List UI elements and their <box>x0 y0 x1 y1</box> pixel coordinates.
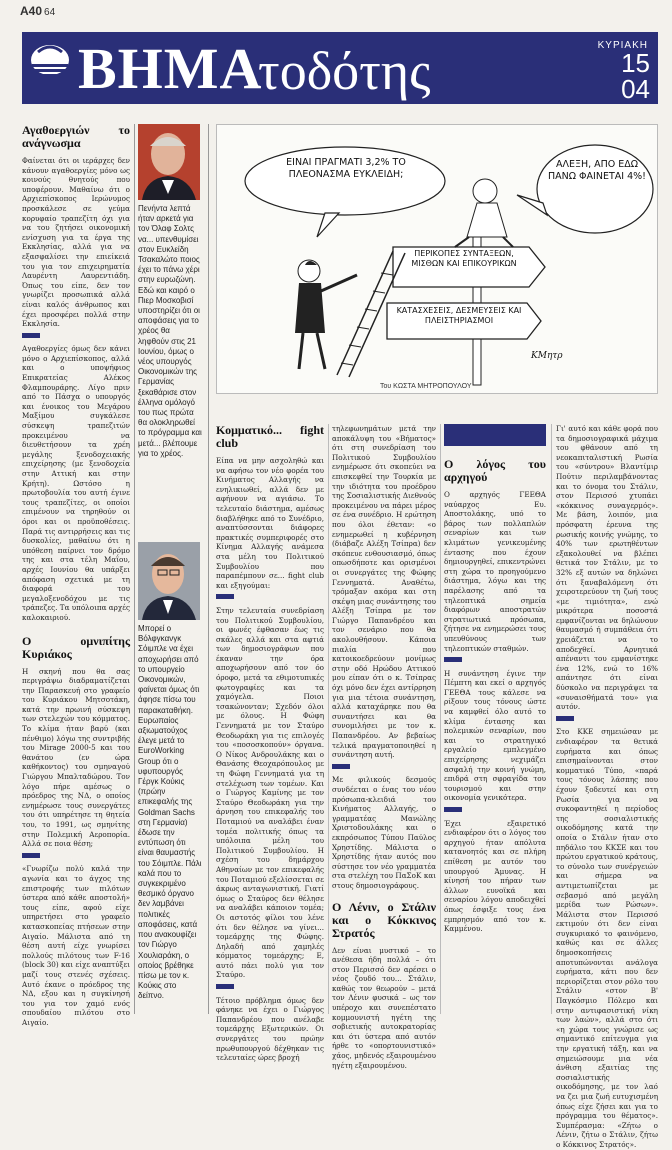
column-divider <box>440 424 441 1014</box>
headline-fight-club: Κομματικό... fight club <box>216 423 324 450</box>
cartoon-bubble-2 <box>547 159 647 223</box>
masthead-title-sub: τοδότης <box>258 41 431 101</box>
col3-paragraph-3: Τέτοιο πρόβλημα όμως δεν φάνηκε να έχει ο Γιώργος Παπανδρέου που ανέλαβε τομεάρχης Εξωτερικών. Οι συνεργάτες του πρώην πρωθυπουργού δέχθηκαν τις τελευταίες ώρες βροχή <box>216 995 324 1063</box>
section-marker <box>556 716 574 721</box>
col1-paragraph-2: Αγαθοεργίες όμως δεν κάνει μόνο ο Αρχιεπίσκοπος, αλλά και ο υποψήφιος Επικρατείας Αλέκος Φλαμπουράρης. Λίγο πριν από το Πάσχα ο υπουργός και ένοικος του Μεγάρου Μαξίμου συγκάλεσε σύσκεψη τραπεζιτών προκειμένου να διευθετήσουν τα χρέη μεγάλης ξενοδοχειακής επιχείρησης (με ξενοδοχεία στην Αττική και στην Κρήτη). Ωστόσο η πρωτοβουλία του αυτή έγινε τους τραπεζίτες, οι οποίοι επιμένουν να τηρηθούν οι όροι και οι προϋποθέσεις. Παρά τις αντιρρήσεις και τις δυσκολίες, μαθαίνω ότι η υπόθεση παίρνει τον δρόμο της και στα τέλη Μαΐου, αρχές Ιουνίου θα υπάρξει απόφαση σχετικά με τη διαφορά του μεγαλοξενοδόχου με τις τράπεζες. Τα υπόλοιπα αρχές καλοκαιριού. <box>22 344 130 622</box>
masthead-date <box>621 48 650 104</box>
headline-lenin-stalin: Ο Λένιν, ο Στάλιν και ο Κόκκινος Στρατός <box>332 899 436 940</box>
section-marker <box>216 594 234 599</box>
masthead-logo <box>28 40 72 96</box>
cartoon-signature <box>531 351 591 365</box>
column-3 <box>216 423 324 1063</box>
headline-logos-arxigou: Ο λόγος του αρχηγού <box>444 457 546 484</box>
column-6 <box>556 424 658 1149</box>
masthead-day: ΚΥΡΙΑΚΗ <box>597 40 648 51</box>
section-marker <box>22 853 40 858</box>
column-5 <box>444 458 546 1014</box>
col6-paragraph-1: Γι' αυτό και κάθε φορά που τα δημοσιογραφικά μάχιμα του φθάνουν από τη νεοκαπιταλιστική Ρωσία του «σύντρου» Βλαντίμιρ Πούτιν περιλαμβάνοντας και το όνομα του Στάλιν, στον Περισσό χτυπάει «κόκκινος συναγερμός». Με βάση, λοιπόν, μια πρόσφατη έρευνα της ρωσικής κοινής γνώμης, το 40% των ερωτηθέντων εξακολουθεί να βλέπει θετικά τον Στάλιν, με το 32% εξ αυτών να δηλώνει ότι ξαναβαλόμενη ότι χειροτερεύουν τη ζωή τους «με τιμιότητα», ενώ μικρότερα ποσοστά εμφανίζονται να δηλώνουν θαυμασμό ή συμπάθεια ότι χρειάζεται να το αποδεχθεί. Αρνητικά απέναντι του εμφανίστηκε ένα 12%, ενώ το 16% απάντησε ότι είναι δύσκολο να περιγράψει τα «συναισθήματά του» για αυτόν. <box>556 424 658 712</box>
col4-paragraph-3: Δεν είναι μυστικό – το ανέθεσα ήδη πολλά – ότι στον Περισσό δεν αρέσει ο νέος ζουδό του... Στάλιν, καθώς τον θεωρούν – μετά τον Λένιν φυσικά – ως τον υπέροχο και συνεπέστατο κομμουνιστή ηγέτη της σοβιετικής αυτοκρατορίας και ότι ύστερα από αυτόν ήρθε το «οπορτουνιστικό» χάος, μηδενός εξαιρουμένου ηγέτη εξαιρουμένου. <box>332 945 436 1070</box>
col6-paragraph-2: Στο ΚΚΕ σημειώσαν με ενδιαφέρον τα θετικά ευρήματα και όπως επισημαίνονται στον κομματικό Τύπο, «παρά τους τόνους λάσπης που έχουν ξοδευτεί και στη Ρωσία για να συκοφαντηθεί η περίοδος της σοσιαλιστικής οικοδόμησης κατά την οποία ο Στάλιν ήταν στο πηδάλιο του ΚΚΣΕ και του πρώτου εργατικού κράτους, το σύνολο των συνέργειών και σήμερα να αντιμετωπίζεται με σεβασμό από μεγάλη μερίδα των Ρώσων». Μάλιστα στον Περισσό εκτιμούν ότι δεν είναι συγκυριακό το φαινόμενο, καθώς και σε άλλες δημοσκοπήσεις αποτυπώνονται ανάλογα ευρήματα, κάτι που δεν περιορίζεται στον ρόλο του Στάλιν «στον Β' Παγκόσμιο Πόλεμο και στην αντιφασιστική νίκη των λαών», αλλά στο ότι «η χώρα τους γνώρισε ως σημαντικό επίτευγμα για την εργατική τάξη, και να σημειώσουμε μια νέα άνθιση εξαιτίας της σοσιαλιστικής οικοδόμησης, με τον λαό να ζει μια ζωή ευτυχισμένη όπως είχε ζήσει και για το πρόγραμμα του θέματος». Συμπέρασμα: «Ζήτω ο Λένιν, ζήτω ο Στάλιν, ζήτω ο Κόκκινος Στρατός». <box>556 727 658 1149</box>
column-divider <box>208 124 209 1014</box>
col5-paragraph-2: Η συνάντηση έγινε την Πέμπτη και εκεί ο αρχηγός ΓΕΕΘΑ τους κάλεσε να ρίξουν τους τόνους ώστε να καμφθεί όλο αυτό το κλίμα έντασης και πολεμικών σεναρίων, που και το στρατηγικό εργαλείο εμπλεγμένο επιχείρησης νεχιμάζει ασφαλή την κοινή γνώμη, επιδρά στη σφραγίδα του τουρισμού και στην οικονομία γενικότερα. <box>444 668 546 803</box>
bubble-1-text: ΕΙΝΑΙ ΠΡΑΓΜΑΤΙ 3,2% ΤΟ ΠΛΕΟΝΑΣΜΑ ΕΥΚΛΕΙΔΗ; <box>286 157 406 180</box>
section-marker <box>216 984 234 989</box>
cartoon-bubble-1 <box>261 157 431 209</box>
sign-2-text: ΚΑΤΑΣΧΕΣΕΙΣ, ΔΕΣΜΕΥΣΕΙΣ ΚΑΙ ΠΛΕΙΣΤΗΡΙΑΣΜΟΙ <box>396 306 522 325</box>
page-number-main: A40 <box>20 4 43 18</box>
col5-paragraph-1: Ο αρχηγός ΓΕΕΘΑ ναύαρχος Ευ. Αποστολάκης, υπό το βάρος των πολλαπλών σεναρίων και των κλιμάτων γενικευμένης έντασης που έχουν δημιουργηθεί, επικεντρώνει στη χώρα το προηγούμενο διάστημα, λόγω και της παρέλασης από τα τηλεοπτικά σημεία διαφόρων αποστρατών στρατιωτικά πρόσωπα, ζήτησε να ενημερώσει τους υπευθύνους των τηλεοπτικών σταθμών. <box>444 490 546 653</box>
masthead-title-main: ΒΗΜΑ <box>78 36 263 101</box>
portrait-photo-scholz <box>138 124 200 200</box>
political-cartoon <box>216 124 658 394</box>
cartoon-drawing <box>217 125 657 393</box>
col1-paragraph-3: Η σκηνή που θα σας περιγράψω διαδραματίζεται την Παρασκευή στο γραφείο του Κυριάκου Μητσοτάκη, κατά την πρωινή σύσκεψη των στελεχών του κόμματος. Το κλίμα ήταν βαρύ (και πένθιμο) λόγω της συντριβής του Mirage 2000-5 και του θανάτου (εν ώρα καθήκοντος) του σμηναγού Γιώργου Μπαλταδώρου. Τον λόγο πήρε αμέσως ο πρόεδρος της ΝΔ, ο οποίος ενημέρωσε τους συνεργάτες του ότι υπηρέτησε τη θητεία του, το 1991, ως σμηνίτης στην Πολεμική Αεροπορία. Αλλά σε ποια θέση; <box>22 666 130 849</box>
col4-paragraph-1: τηλεφωνημάτων μετά την αποκάλυψη του «Βήματος» ότι στη συνεδρίαση του Πολιτικού Συμβουλίου ενημέρωσε ότι σκοπεύει να επισκεφθεί την Τουρκία με την ιδιότητα του προέδρου της Σοσιαλιστικής Διεθνούς προκειμένου να πάρει μέρος σε ένα συνέδριο. Η ερώτηση που όλοι έθεταν: «ο ενημερωθεί η κυβέρνηση (διάβαζε Αλέξη Τσίπρα) δεν σκόπευε ενθουσιασμό, όπως οπωσδήποτε και ορισμένοι οι συνεργάτες της Φώφης Γεννηματά. Αναθέτω, τρόμαξαν ακόμα και στη σκέψη μιας συνάντησης του Αλέξη Τσίπρα με τον Γιώργο Παπανδρέου και τον σενάριο που θα ακολουθήσουν. Κάποια πιαλία που κατοικοεδρεύουν μονίμως στην οδό Ηρώδου Αττικού μου είπαν ότι ο κ. Τσίπρας όχι μόνο δεν έχει αντίρρηση για μια τέτοια συνάντηση, αλλά καταχάρηκε που θα συναντήσει και θα συνομιλήσει με τον κ. Παπανδρέου. Αν βεβαίως τελικά πραγματοποιηθεί η συνάντηση αυτή. <box>332 424 436 760</box>
portrait-photo-kukies <box>138 542 200 620</box>
col5-paragraph-3: Έχει εξαιρετικό ενδιαφέρον ότι ο λόγος του αρχηγού ήταν απόλυτα κατανοητός και σε πλήρη επίθεση με αυτόν του υπουργού Άμυνας. Η κίνησή του πήραν των άλλων ευνοϊκά και σεναρίου λόγου αποδειχθεί όπως έσφιξε τους ένα εμπρησμόν από τον κ. Καμμένου. <box>444 818 546 934</box>
date-day: 15 <box>621 48 650 78</box>
column-4 <box>332 424 436 1070</box>
col1-paragraph-1: Φαίνεται ότι οι ιεράρχες δεν κάνουν αγαθοεργίες μόνο ως κοινούς θνητούς που υποφέρουν. Μαθαίνω ότι ο Αρχιεπίσκοπος Ιερώνυμος προσκάλεσε σε γεύμα κορυφαίο τραπεζίτη όχι για να του ζητήσει οικονομική ενίσχυση για τα έργα της Εκκλησίας, αλλά για να εξασφαλίσει την επιείκειά του για τον επιχειρηματία Λαυρέντη Λαυρεντιάδη. Όπως του είπε, δεν τον γνωρίζει προσωπικά αλλά είναι καλός άνθρωπος και έχει προσφέρει πολλά στην Εκκλησία. <box>22 156 130 329</box>
column-1 <box>22 123 130 1027</box>
cartoon-credit: Του ΚΩΣΤΑ ΜΗΤΡΟΠΟΥΛΟΥ <box>380 383 472 390</box>
caption-kukies: Μπορεί ο Βόλφγκανγκ Σόιμπλε να έχει αποχωρήσει από το υπουργείο Οικονομικών, φαίνεται όμως ότι άφησε πίσω του παρακαταθήκη. Ευρωπαίος αξιωματούχος έλεγε μετά το EuroWorking Group ότι ο υφυπουργός Γέργκ Κούκις (πρώην επικεφαλής της Goldman Sachs στη Γερμανία) έδωσε την εντύπωση ότι είναι θαυμαστής του Σόιμπλε. Πάλι καλά που το συγκεκριμένο θεσμικό όργανο δεν λαμβάνει πολιτικές αποφάσεις, κατά που ανακουφίζει τον Γιώργο Χουλιαράκη, ο οποίος βρέθηκε πίσω με τον κ. Κούκις στο δείπνο. <box>138 624 202 1001</box>
masthead <box>22 32 658 104</box>
date-month: 04 <box>621 74 650 104</box>
bubble-2-text: ΑΛΕΞΗ, ΑΠΟ ΕΔΩ ΠΑΝΩ ΦΑΙΝΕΤΑΙ 4%! <box>548 159 646 182</box>
cartoon-sign-2 <box>393 306 525 338</box>
col4-paragraph-2: Με φιλικούς δεσμούς συνδέεται ο ένας του νέου πρόσωπα-κλειδιά του Κινήματος Αλλαγής, ο γραμματέας Μανώλης Χριστοδουλάκης και ο εκπρόσωπος Τύπου Παύλος Χρηστίδης. Μάλιστα ο Χρηστίδης ήταν αυτός που σύστησε τον νέο γραμματέα στα στελέχη του ΠαΣοΚ και στους δημοσιογράφους. <box>332 775 436 890</box>
headline-agathoergies: Αγαθοεργιών το ανάγνωσμα <box>22 123 130 150</box>
col3-paragraph-2: Στην τελευταία συνεδρίαση του Πολιτικού Συμβουλίου, οι φωνές έφθασαν έως τις σκάλες αλλά και στα αφτιά των δημοσιογράφων που έκαναν την όρα αποχωρήσουν από τον όο όροφο, μετά τα εθιμοτυπικές φωτογραφίες και τα χαμόγελα. Ποιοι τσακώνονταν; Σχεδόν όλοι με όλους. Η Φώφη Γεννηματά με τον Σταύρο Θεοδωράκη για τις επιλογές του «ποσοσκοπούν» όργανα. Ο Νίκος Ανδρουλάκης και ο Θανάσης Θεοχαρόπουλος με τη Φώφη Γεννηματά για τη στελέχωση των τομέων. Και ο Γιώργος Καμίνης με τον Σταύρο Θεοδωράκη για την άρνηση του επικεφαλής του Ποταμιού να αναλάβει έναν τομέα πολιτικής όπως τα υπόλοιπα μέλη του Πολιτικού Συμβουλίου. Η σχέση του δημάρχου Αθηναίων με τον επικεφαλής του Ποταμιού εξελίσσεται σε άκρως ανταγωνιστική. Γιατί όμως ο Σταύρος δεν θέλησε να αναλάβει κάποιον τομέα; Οι αστοτός φίλοι του λένε ότι δεν θέλησε να γίνει... τομεάρχης της Φώφης. Δηλαδή από χαμηλές κόμματος τομεάρχης; Ε, αυτό πάει πολύ για τον Σταύρο. <box>216 605 324 980</box>
headline-omnipitis: Ο ομνιπίτης Κυριάκος <box>22 633 130 661</box>
cartoon-sign-1 <box>399 249 529 287</box>
caption-scholz: Πενήντα λεπτά ήταν αρκετά για τον Όλαφ Σολτς να... υπενθυμίσει στον Ευκλείδη Τσακαλώτο ποιος έχει το πάνω χέρι στην ευρωζώνη. Εδώ και καιρό ο Πιερ Μοσκοβισί υποστηρίζει ότι οι αποφάσεις για το χρέος θα ληφθούν στις 21 Ιουνίου, όμως ο νέος υπουργός Οικονομικών της Γερμανίας ξεκαθάρισε στον έλληνα ομόλογό του πως πρώτα θα ολοκληρωθεί το πρόγραμμα και μετά... βλέπουμε για το χρέος. <box>138 204 202 458</box>
section-bar-blue <box>444 424 546 446</box>
page-number <box>20 4 55 18</box>
page-number-sub: 64 <box>44 7 56 18</box>
column-divider <box>134 124 135 1014</box>
column-divider <box>551 424 552 1014</box>
section-marker <box>22 333 40 338</box>
section-marker <box>332 764 350 769</box>
signature-text: ΚΜητρ <box>531 351 563 361</box>
column-divider <box>328 424 329 1014</box>
col1-paragraph-4: «Γνωρίζω πολύ καλά την αγωνία και το άγχος της επιστροφής των πιλότων ύστερα από κάθε αποστολή» τους είπε, αφού είχε υπηρετήσει στο γραφείο κατασκοπείας πτήσεων στην Αιγαίο. Μάλιστα από τη θέση αυτή είχε γνωρίσει πολλούς πιλότους των F-16 (block 30) και είχε αναπτύξει μαζί τους στενές σχέσεις. Αυτό έκανε ο πρόεδρος της ΝΔ, εξου και η συγκίνησή του για τον χαμό ενός σπουδαίου πιλότου στο Αιγαίο. <box>22 864 130 1027</box>
col3-paragraph-1: Είπα να μην ασχοληθώ και να αφήσω τον νέο φορέα του Κινήματος Αλλαγής να ενηλικιωθεί, αλλά δεν με αφήνουν να αγιάσω. Το τελευταίο διάστημα, αμέσως διαβλήθηκε από το Συνέδριο, αναπτύσσονται διάφορες πρακτικές συμπεριφορές στο Κίνημα Αλλαγής ανάμεσα στα μέλη του Πολιτικού Συμβουλίου που παραπέμπουν σε... fight club και εξηγούμαι: <box>216 456 324 590</box>
sign-1-text: ΠΕΡΙΚΟΠΕΣ ΣΥΝΤΑΞΕΩΝ, ΜΙΣΘΩΝ ΚΑΙ ΕΠΙΚΟΥΡΙΚΩΝ <box>411 249 517 268</box>
section-marker <box>444 657 462 662</box>
section-marker <box>444 807 462 812</box>
